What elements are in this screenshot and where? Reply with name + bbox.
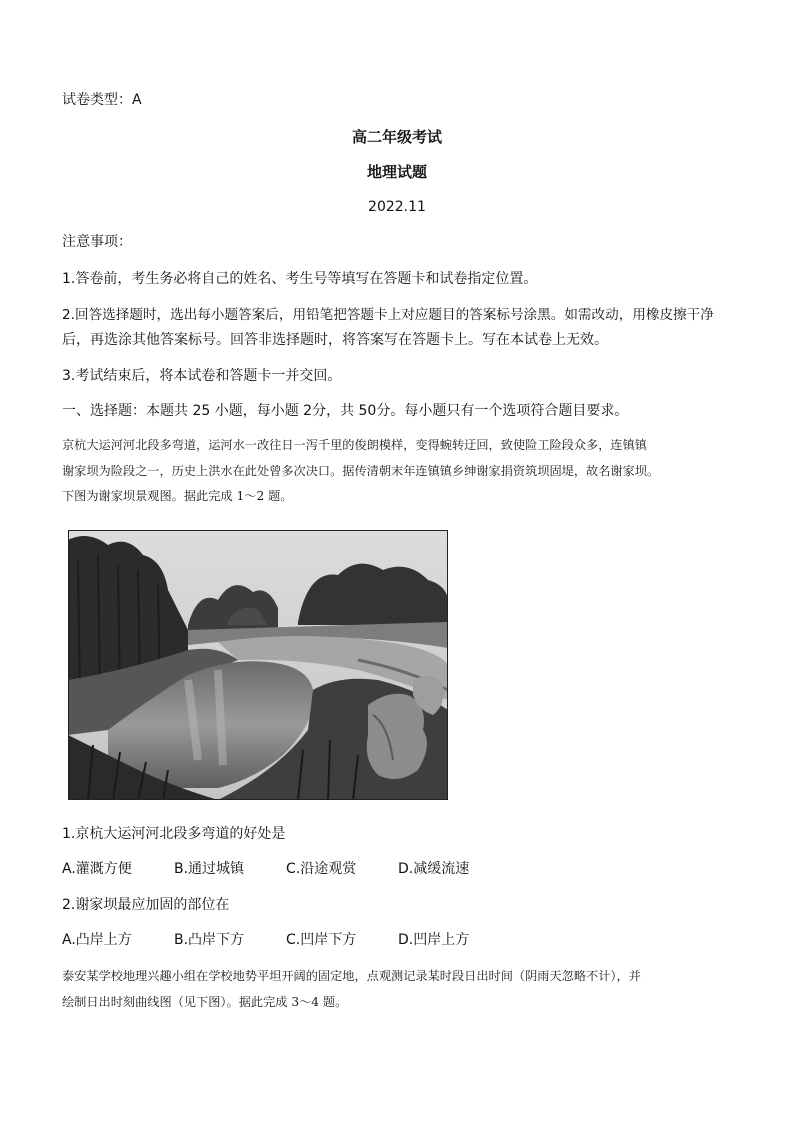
question-1-option-a[interactable]: A.灌溉方便	[62, 861, 132, 877]
note-item-2-line-1: 2.回答选择题时，选出每小题答案后，用铅笔把答题卡上对应题目的答案标号涂黑。如需改动，用橡皮擦干净	[62, 307, 714, 323]
passage-2-line-1: 泰安某学校地理兴趣小组在学校地势平坦开阔的固定地，点观测记录某时段日出时间（阴雨天忽略不计），并	[62, 969, 641, 983]
note-item-1: 1.答卷前，考生务必将自己的姓名、考生号等填写在答题卡和试卷指定位置。	[62, 271, 538, 287]
paper-type-label: 试卷类型：A	[62, 92, 142, 108]
question-1-option-c[interactable]: C.沿途观赏	[286, 861, 357, 877]
section-heading: 一、选择题：本题共 25 小题，每小题 2分，共 50分。每小题只有一个选项符合题目要求。	[62, 403, 629, 419]
question-1-options	[62, 860, 510, 878]
passage-1-line-1: 京杭大运河河北段多弯道，运河水一改往日一泻千里的俊朗模样，变得蜿转迂回，致使险工险段众多，连镇镇	[62, 438, 647, 452]
notes-heading: 注意事项：	[62, 234, 132, 250]
passage-1-line-3: 下图为谢家坝景观图。据此完成 1～2 题。	[62, 489, 293, 503]
subject-title: 地理试题	[366, 163, 427, 181]
note-item-3: 3.考试结束后，将本试卷和答题卡一并交回。	[62, 368, 342, 384]
question-2-option-c[interactable]: C.凹岸下方	[286, 932, 357, 948]
note-item-2-line-2: 后，再选涂其他答案标号。回答非选择题时，将答案写在答题卡上。写在本试卷上无效。	[62, 332, 608, 348]
exam-date: 2022.11	[368, 199, 426, 215]
question-2-option-d[interactable]: D.凹岸上方	[398, 932, 470, 948]
question-2-option-b[interactable]: B.凸岸下方	[174, 932, 245, 948]
passage-2-line-2: 绘制日出时刻曲线图（见下图）。据此完成 3～4 题。	[62, 995, 348, 1009]
question-2-options	[62, 931, 510, 949]
question-1-option-b[interactable]: B.通过城镇	[174, 861, 245, 877]
xiejia-dam-photo	[68, 530, 448, 800]
exam-title: 高二年级考试	[351, 128, 442, 146]
question-2-option-a[interactable]: A.凸岸上方	[62, 932, 132, 948]
question-2-stem: 2.谢家坝最应加固的部位在	[62, 897, 230, 913]
question-1-option-d[interactable]: D.减缓流速	[398, 861, 470, 877]
passage-1-line-2: 谢家坝为险段之一，历史上洪水在此处曾多次决口。据传清朝末年连镇镇乡绅谢家捐资筑坝固堤，故名谢家坝。	[62, 464, 660, 478]
question-1-stem: 1.京杭大运河河北段多弯道的好处是	[62, 826, 286, 842]
